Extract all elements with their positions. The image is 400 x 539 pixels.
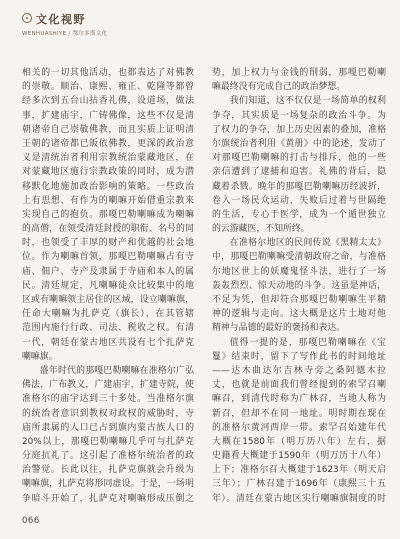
- text-line: 准格尔的庙宇达到三十多处。当准格尔旗: [22, 394, 194, 405]
- text-line: 了权力的争夺，加上历史因素的叠加，准格: [212, 124, 386, 135]
- text-line: 盛年时代的那嘎巴勒喇嘛在准格尔广弘: [39, 365, 194, 376]
- text-line: 轰轰烈烈、惊天动地的斗争。这虽是神话，: [212, 280, 386, 291]
- text-line: 的生活，专心于医学，成为一个遁世独立: [212, 209, 386, 220]
- text-line: 区或有喇嘛领主居住的区域，设立喇嘛旗，: [22, 295, 194, 305]
- text-line: 年）。清廷在蒙古地区实行喇嘛旗制度的时: [212, 493, 386, 504]
- ornament-emblem-icon: [22, 13, 32, 23]
- text-line: 的统治者意识到教权对政权的威胁时，寺: [22, 408, 194, 419]
- text-line: 嘛召，到清代时称为广林召，当地人称为: [212, 394, 386, 405]
- paragraph: [212, 336, 386, 506]
- text-line: 对那嘎巴勒喇嘛的打击与排斥，他的一些: [212, 153, 386, 164]
- text-column-right: [212, 66, 386, 506]
- text-line: 佛法，广布教义，广建庙宇，扩建寺院，使: [22, 380, 194, 391]
- text-line: 神的逻辑与走向。这大概是这片土地对他: [212, 309, 386, 320]
- text-line: 位。作为喇嘛首领，那嘎巴勒喇嘛占有寺: [22, 252, 194, 263]
- text-line: 治警觉。长此以往，扎萨克旗就会升级为: [22, 465, 194, 476]
- text-line: 的准格尔黄河西岸一带。索罕召始建年代: [212, 422, 386, 433]
- paragraph: [22, 364, 194, 506]
- paragraph: [212, 236, 386, 335]
- text-line: 新召，但却不在同一地址。明时期在现在: [212, 408, 386, 419]
- text-line: 分庭抗礼了。这引起了准格尔统治者的政: [22, 451, 194, 462]
- text-line: 朝诸帝自己崇敬佛教，而且实质上证明清: [22, 124, 194, 135]
- paragraph: [212, 94, 386, 236]
- text-line: 大概在1580年（明万历八年）左右，据: [212, 436, 386, 447]
- text-line: 的崇敬。顺治、康熙、雍正、乾隆等都曾: [22, 82, 194, 93]
- text-line: 尔旗统治者利用《黄册》中的论述，发动了: [212, 138, 386, 149]
- text-line: 任命大喇嘛为扎萨克（旗长），在其管辖: [22, 309, 194, 320]
- text-line: 鬘》结束时，留下了写作此书的时间地址: [212, 351, 386, 362]
- text-line: 值得一提的是，那嘎巴勒喇嘛在《宝: [229, 337, 386, 348]
- text-line: 丈，也就是前面我们曾经提到的索罕召喇: [212, 380, 386, 391]
- text-line: 事，扩建庙宇，广铸佛像，这些不仅是清: [22, 110, 194, 121]
- text-line: ——达木曲达尔吉林寺旁之桑阿德木拉: [212, 365, 386, 376]
- text-line: 20%以上，那嘎巴勒喇嘛几乎可与扎萨克: [22, 436, 194, 447]
- text-line: 三年）；广林召建于1696年（康熙三十五: [212, 479, 386, 490]
- text-line: 亲信遭到了逮捕和迫害。礼佛的背后，隐: [212, 167, 386, 178]
- text-column-left: [22, 66, 194, 506]
- text-line: 一代，朝廷在蒙古地区共设有七个扎萨克: [22, 337, 194, 348]
- text-line: 相关的一切其他活动，也都表达了对佛教: [22, 68, 194, 78]
- text-line: 上下；准格尔召大概建于1623年（明天启: [212, 465, 386, 476]
- page-number: 066: [22, 516, 40, 526]
- text-line: 精神与品德的最好的褒扬和表达。: [212, 323, 346, 334]
- text-line: 民。清廷规定，凡喇嘛徒众比较集中的地: [22, 280, 194, 291]
- section-subtitle: WENHUASHIYE / 鄂尔多斯文化: [22, 31, 108, 37]
- text-line: 喇嘛旗，扎萨克将形同虚设。于是，一场明: [22, 479, 194, 490]
- text-line: 藏着杀戮。晚年的那嘎巴勒喇嘛历经波折，: [212, 181, 386, 192]
- text-line: 庙所隶属的人口已占到旗内蒙古族人口的: [22, 422, 194, 433]
- text-line: 中，那嘎巴勒喇嘛受清朝政府之命，与准格: [212, 252, 386, 263]
- text-line: 移默化地施加政治影响的策略。一些政治: [22, 181, 194, 192]
- section-title: 文化视野: [36, 13, 86, 26]
- text-line: 的高僧，在领受清廷封授的职衔、名号的同: [22, 224, 194, 235]
- text-line: 势，加上权力与金钱的削弱，那嘎巴勒喇: [212, 68, 386, 78]
- text-line: 经多次到五台山拈香礼佛，设道场，做法: [22, 96, 194, 107]
- paragraph: [22, 66, 194, 364]
- text-line: 史籍看大概建于1590年（明万历十八年）: [212, 451, 386, 462]
- text-line: 的云游藏医，不知所终。: [212, 224, 310, 235]
- text-line: 我们知道，这不仅仅是一场简单的权利: [229, 96, 386, 107]
- text-line: 尔地区世上的妖魔鬼怪斗法，进行了一场: [212, 266, 386, 277]
- text-line: 时，也领受了丰厚的财产和优越的社会地: [22, 238, 194, 249]
- paragraph: [212, 66, 386, 94]
- text-line: 范围内施行行政、司法、税收之权。有清: [22, 323, 194, 334]
- text-line: 不足为凭，但却符合那嘎巴勒喇嘛生平精: [212, 295, 386, 305]
- text-line: 实现自己的抱负。那嘎巴勒喇嘛成为喇嘛: [22, 209, 194, 220]
- text-line: 嘛最终没有完成自己的政治梦想。: [212, 82, 346, 93]
- text-line: 争暗斗开始了，扎萨克对喇嘛形成压倒之: [22, 493, 194, 504]
- text-line: 上有思想、有作为的喇嘛开始借重宗教来: [22, 195, 194, 206]
- text-line: 王朝的诸帝都已皈依佛教，更深的政治意: [22, 138, 194, 149]
- text-line: 庙、佃户、寺产及隶属于寺庙和本人的属: [22, 266, 194, 277]
- text-line: 对蒙藏地区施行宗教政策的同时，成为潜: [22, 167, 194, 178]
- text-line: 卷入一场民众运动，失败后过着与世隔绝: [212, 195, 386, 206]
- text-line: 争夺，其实质是一场复杂的政治斗争。为: [212, 110, 386, 121]
- text-line: 义是清统治者利用宗教统治蒙藏地区，在: [22, 153, 194, 164]
- text-line: 喇嘛旗。: [22, 351, 58, 362]
- text-line: 在准格尔地区的民间传说《黑精太太》: [229, 238, 386, 249]
